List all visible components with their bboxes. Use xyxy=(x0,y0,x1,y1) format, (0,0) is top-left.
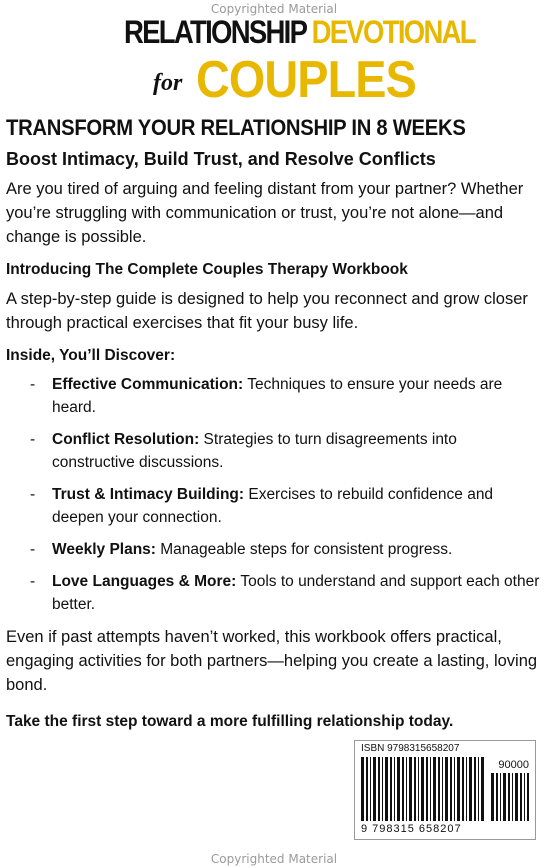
subheadline: Boost Intimacy, Build Trust, and Resolve Conflicts xyxy=(6,149,436,169)
watermark-top: Copyrighted Material xyxy=(210,2,338,16)
title-line-1 xyxy=(124,14,475,51)
bullet-dash: - xyxy=(30,486,36,503)
headline: TRANSFORM YOUR RELATIONSHIP IN 8 WEEKS xyxy=(6,115,466,140)
watermark-bottom: Copyrighted Material xyxy=(210,852,338,866)
outro-paragraph: Even if past attempts haven’t worked, this workbook offers practical, engaging activities for both partners—helping you create a lasting, loving bond. xyxy=(6,628,538,694)
inside-heading: Inside, You’ll Discover: xyxy=(6,347,176,364)
closing-line: Take the first step toward a more fulfilling relationship today. xyxy=(6,713,454,730)
back-cover-copy xyxy=(6,114,542,733)
list-item xyxy=(6,538,542,561)
feature-text: Tools to understand and support each other better. xyxy=(52,573,540,613)
feature-title: Conflict Resolution: xyxy=(52,431,200,448)
feature-list xyxy=(6,373,542,616)
introducing-heading: Introducing The Complete Couples Therapy Workbook xyxy=(6,261,408,278)
feature-title: Love Languages & More: xyxy=(52,573,237,590)
bullet-dash: - xyxy=(30,573,36,590)
intro-paragraph: Are you tired of arguing and feeling distant from your partner? Whether you’re struggling with communication or trust, you’re not alone—and change is possible. xyxy=(6,180,524,246)
barcode-number: 9 798315 658207 xyxy=(361,823,462,835)
list-item xyxy=(6,570,542,616)
title-word-for: for xyxy=(153,70,183,96)
bullet-dash: - xyxy=(30,541,36,558)
feature-text: Manageable steps for consistent progress. xyxy=(155,541,453,558)
feature-text: Exercises to rebuild confidence and deepen your connection. xyxy=(52,486,494,526)
book-title xyxy=(0,12,548,109)
feature-title: Effective Communication: xyxy=(52,376,244,393)
bullet-dash: - xyxy=(30,431,36,448)
title-word-devotional: DEVOTIONAL xyxy=(311,14,475,50)
bullet-dash: - xyxy=(30,376,36,393)
list-item xyxy=(6,483,542,529)
feature-title: Weekly Plans: xyxy=(52,541,156,558)
title-word-couples: COUPLES xyxy=(196,51,416,109)
barcode-addon-bars-icon xyxy=(491,773,529,821)
list-item xyxy=(6,373,542,419)
title-word-relationship: RELATIONSHIP xyxy=(124,14,312,50)
list-item xyxy=(6,428,542,474)
feature-title: Trust & Intimacy Building: xyxy=(52,486,245,503)
feature-text: Strategies to turn disagreements into constructive discussions. xyxy=(52,431,457,471)
isbn-label: ISBN 9798315658207 xyxy=(361,743,460,754)
barcode-block xyxy=(354,740,536,840)
barcode-bars-icon xyxy=(361,757,487,821)
feature-text: Techniques to ensure your needs are heard. xyxy=(52,376,503,416)
price-code: 90000 xyxy=(498,759,529,771)
guide-paragraph: A step-by-step guide is designed to help you reconnect and grow closer through practical exercises that fit your busy life. xyxy=(6,290,528,332)
